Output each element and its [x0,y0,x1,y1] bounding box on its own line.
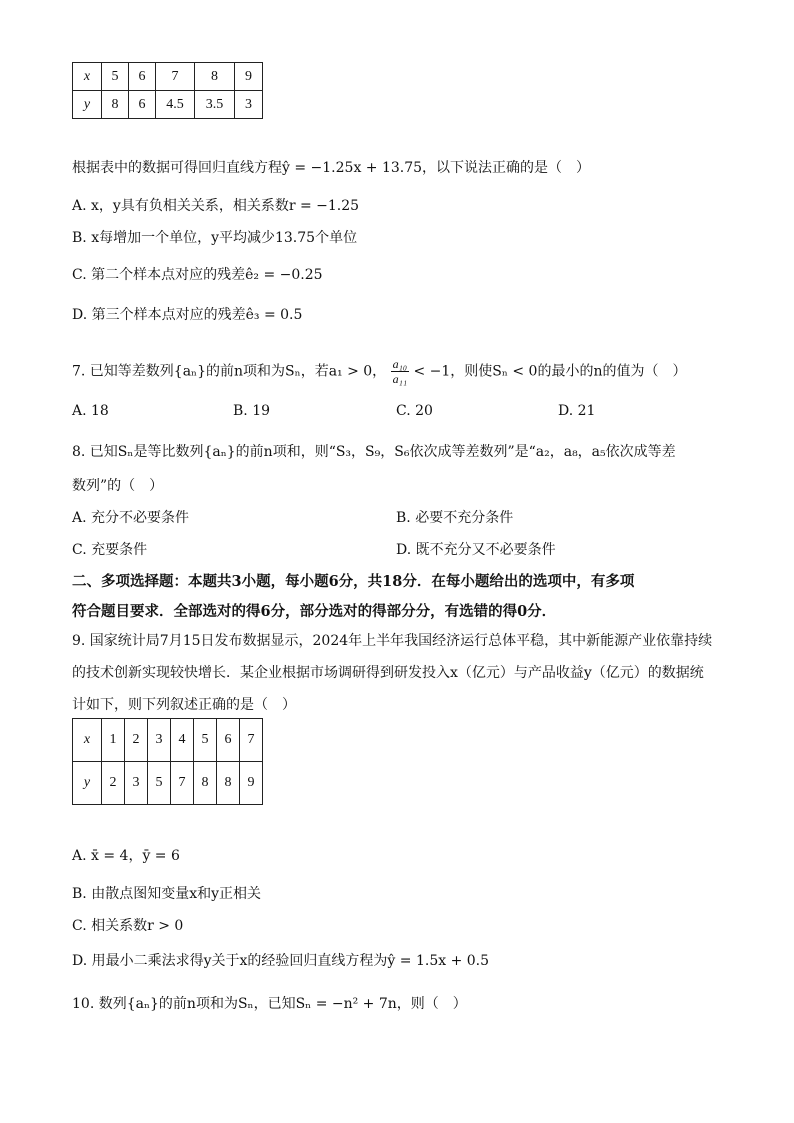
table-cell: 9 [240,762,263,805]
option-b: B. 由散点图知变量x和y正相关 [72,886,261,902]
option-d: D. 用最小二乘法求得y关于x的经验回归直线方程为ŷ = 1.5x + 0.5 [72,953,490,969]
option-c: C. 20 [396,403,433,419]
data-table-1 [72,62,263,119]
option-c: C. 相关系数r > 0 [72,918,184,934]
table-cell: 3 [148,719,171,762]
option-d: D. 既不充分又不必要条件 [396,542,556,558]
table-cell: 5 [194,719,217,762]
fraction [391,357,409,386]
option-b: B. 必要不充分条件 [396,510,514,526]
question-7-stem [72,357,686,386]
option-a: A. 充分不必要条件 [72,510,190,526]
table-cell: 2 [125,719,148,762]
table-row-y [73,762,263,805]
question-9-stem-line-1: 9. 国家统计局7月15日发布数据显示，2024年上半年我国经济运行总体平稳，其中新能源产业依靠持续 [72,633,713,649]
table-cell: 8 [195,63,235,91]
option-b: B. 19 [233,403,271,419]
table-row-y [73,91,263,119]
question-9-stem-line-3: 计如下，则下列叙述正确的是（ ） [72,697,296,713]
fraction-denominator: a₁₁ [392,372,407,386]
data-table-2 [72,718,263,805]
table-header-x: x [73,63,102,91]
table-cell: 3 [125,762,148,805]
table-cell: 8 [102,91,129,119]
table-cell: 3 [235,91,263,119]
question-7-stem-part-2: < −1，则使Sₙ < 0的最小的n的值为（ ） [413,363,687,380]
table-cell: 6 [129,63,156,91]
table-cell: 6 [129,91,156,119]
table-header-y: y [73,91,102,119]
option-a: A. x，y具有负相关关系，相关系数r = −1.25 [72,198,360,214]
question-10-stem: 10. 数列{aₙ}的前n项和为Sₙ，已知Sₙ = −n² + 7n，则（ ） [72,996,467,1012]
option-d: D. 第三个样本点对应的残差ê₃ = 0.5 [72,307,303,323]
table-cell: 7 [171,762,194,805]
table-cell: 4.5 [156,91,195,119]
table-cell: 4 [171,719,194,762]
table-cell: 2 [102,762,125,805]
table-header-x: x [73,719,102,762]
table-row-x [73,63,263,91]
table-header-y: y [73,762,102,805]
table-cell: 7 [240,719,263,762]
table-cell: 7 [156,63,195,91]
question-8-stem-line-1: 8. 已知Sₙ是等比数列{aₙ}的前n项和，则“S₃，S₉，S₆依次成等差数列”是“a₂，a₈，a₅依次成等差 [72,444,676,460]
table-cell: 3.5 [195,91,235,119]
section-heading-line-1: 二、多项选择题：本题共3小题，每小题6分，共18分．在每小题给出的选项中，有多项 [72,573,635,590]
question-8-stem-line-2: 数列”的（ ） [72,478,164,494]
option-d: D. 21 [558,403,596,419]
question-6-stem: 根据表中的数据可得回归直线方程ŷ = −1.25x + 13.75，以下说法正确的是（ ） [72,160,591,176]
option-c: C. 充要条件 [72,542,148,558]
fraction-numerator: a₁₀ [392,357,407,371]
table-cell: 5 [102,63,129,91]
table-cell: 9 [235,63,263,91]
question-9-stem-line-2: 的技术创新实现较快增长．某企业根据市场调研得到研发投入x（亿元）与产品收益y（亿元）的数据统 [72,665,704,681]
table-cell: 5 [148,762,171,805]
option-c: C. 第二个样本点对应的残差ê₂ = −0.25 [72,267,323,283]
table-cell: 8 [194,762,217,805]
table-row-x [73,719,263,762]
section-heading-line-2: 符合题目要求．全部选对的得6分，部分选对的得部分分，有选错的得0分． [72,603,557,620]
table-cell: 6 [217,719,240,762]
option-a: A. x̄ = 4，ȳ = 6 [72,848,180,864]
table-cell: 1 [102,719,125,762]
option-b: B. x每增加一个单位，y平均减少13.75个单位 [72,230,358,246]
question-7-stem-part-1: 7. 已知等差数列{aₙ}的前n项和为Sₙ，若a₁ > 0， [72,363,387,380]
option-a: A. 18 [72,403,109,419]
table-cell: 8 [217,762,240,805]
